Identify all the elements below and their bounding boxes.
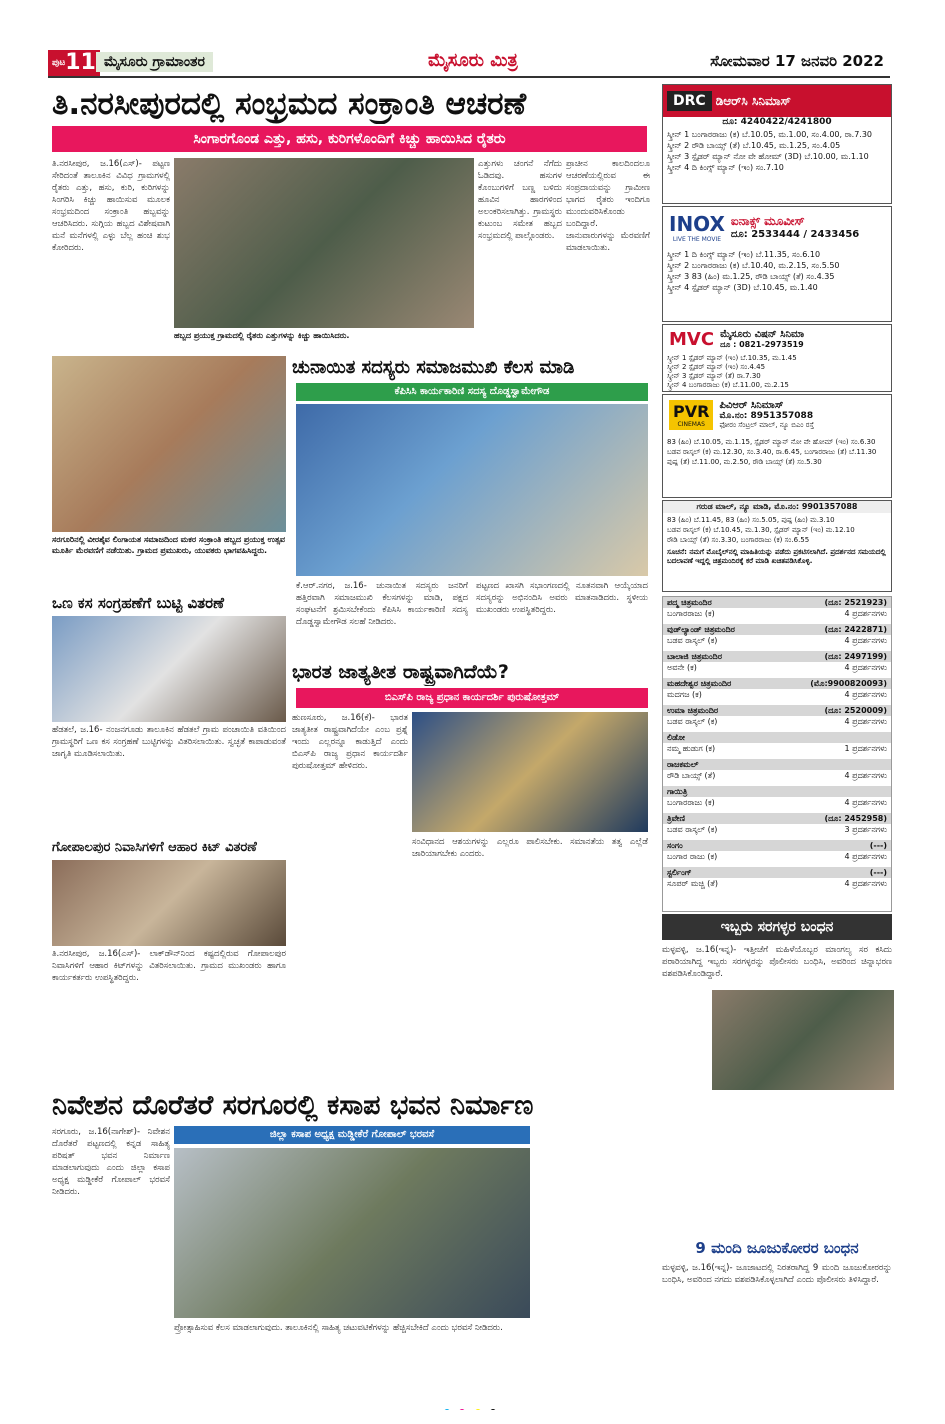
theatre-shows: 3 ಪ್ರದರ್ಶನಗಳು: [844, 825, 887, 834]
listing-row: ಸ್ಕ್ರೀನ್ 3 ಸ್ಪೈಡರ್ ಮ್ಯಾನ್ (ತೆ) ರಾ.7.30: [667, 372, 761, 380]
issue-date: ಸೋಮವಾರ 17 ಜನವರಿ 2022: [710, 52, 884, 70]
theatre-phone: (ದೂ: 2452958): [824, 814, 887, 823]
page-number: $^{ಪುಟ}$11: [48, 50, 100, 76]
pvr-logo: PVR CINEMAS: [669, 400, 713, 430]
listing-row: 83 (ಹಿಂ) ಬೆ.10.05, ಮ.1.15, ಸ್ಪೈಡರ್ ಮ್ಯಾನ್ ನೋ ವೇ ಹೋಮ್ (ಇಂ) ಸಂ.6.30: [667, 438, 876, 446]
theatre-film-row: [663, 716, 891, 727]
cinema-garuda: [662, 500, 892, 592]
story3-subhead: ಕೆಪಿಸಿಸಿ ಕಾರ್ಯಕಾರಿಣಿ ಸದಸ್ಯ ದೊಡ್ಡಸ್ವಾಮೇಗೌಡ: [296, 383, 648, 401]
mvc-logo: MVC: [669, 328, 715, 350]
bsp-meeting-photo: [412, 712, 648, 832]
theatre-name: ಮಹದೇಶ್ವರ ಚಿತ್ರಮಂದಿರ: [667, 679, 732, 688]
story1-text-c: ಪ್ರಾಚೀನ ಕಾಲದಿಂದಲೂ ಆಚರಣೆಯಲ್ಲಿರುವ ಈ ಸಂಪ್ರದಾಯವನ್ನು ಗ್ರಾಮೀಣ ಭಾಗದ ರೈತರು ಇಂದಿಗೂ ಮುಂದುವರಿಸಿಕೊಂಡು ಬಂದಿದ್ದಾರೆ. ಜಾನುವಾರುಗಳನ್ನು ಮೆರವಣಿಗೆ ಮಾಡಲಾಯಿತು.: [566, 159, 650, 253]
story7-text-b: ಪ್ರೋತ್ಸಾಹಿಸುವ ಕೆಲಸ ಮಾಡಲಾಗುವುದು. ತಾಲೂಕಿನಲ್ಲಿ ಸಾಹಿತ್ಯ ಚಟುವಟಿಕೆಗಳನ್ನು ಹೆಚ್ಚಿಸಬೇಕಿದೆ ಎಂದು ಭರವಸೆ ನೀಡಿದರು.: [174, 1323, 503, 1333]
theatre-film: ಬಂಗಾರ ರಾಜು (ಕ): [667, 852, 718, 861]
theatre-shows: 4 ಪ್ರದರ್ಶನಗಳು: [844, 636, 887, 645]
cyan-mark: [444, 1409, 450, 1410]
theatre-film: ಬಂಗಾರರಾಜು (ಕ): [667, 798, 715, 807]
story3-text-a: ಕೆ.ಆರ್.ನಗರ, ಜ.16- ಚುನಾಯಿತ ಸದಸ್ಯರು ಜನರಿಗೆ ಹತ್ತಿರವಾಗಿ ಸಮಾಜಮುಖಿ ಕೆಲಸಗಳನ್ನು ಮಾಡಿ, ಪಕ್ಷದ ಸಂಘಟನೆಗೆ ಶ್ರಮಿಸಬೇಕೆಂದು ಕೆಪಿಸಿಸಿ ಕಾರ್ಯಕಾರಿಣಿ ಸದಸ್ಯ ದೊಡ್ಡಸ್ವಾಮೇಗೌಡ ಸಲಹೆ ನೀಡಿದರು.: [296, 581, 468, 627]
theatre-film-row: [663, 608, 891, 619]
story3-text-b: ಪಟ್ಟಣದ ಖಾಸಗಿ ಸಭಾಂಗಣದಲ್ಲಿ ನೂತನವಾಗಿ ಆಯ್ಕೆಯಾದ ಸದಸ್ಯರನ್ನು ಅಭಿನಂದಿಸಿ ಅವರು ಮಾತನಾಡಿದರು. ಸ್ಥಳೀಯ ಮುಖಂಡರು ಉಪಸ್ಥಿತರಿದ್ದರು.: [476, 581, 648, 615]
yellow-mark: [475, 1409, 481, 1410]
listing-row: ಬಡವ ರಾಸ್ಕಲ್ (ಕ) ಮ.12.30, ಸಂ.3.40, ರಾ.6.45, ಬಂಗಾರರಾಜು (ತೆ) ಬೆ.11.30: [667, 448, 877, 456]
story1-caption: ಹಬ್ಬದ ಪ್ರಯುಕ್ತ ಗ್ರಾಮದಲ್ಲಿ ರೈತರು ಎತ್ತುಗಳನ್ನು ಕಿಚ್ಚು ಹಾಯಿಸಿದರು.: [174, 331, 350, 340]
theatre-phone: (---): [869, 868, 887, 877]
listing-row: ಸ್ಕ್ರೀನ್ 3 ಸ್ಪೈಡರ್ ಮ್ಯಾನ್ ನೋ ವೇ ಹೋಮ್ (3D) ಬೆ.10.00, ಮ.1.10: [667, 152, 869, 161]
theatre-name-row: [663, 867, 891, 878]
food-kit-photo: [52, 860, 286, 946]
listing-row: ಸ್ಕ್ರೀನ್ 4 ಸ್ಪೈಡರ್ ಮ್ಯಾನ್ (3D) ಬೆ.10.45, ಮ.1.40: [667, 283, 818, 292]
theatre-film: ಬಡವ ರಾಸ್ಕಲ್ (ಕ): [667, 717, 718, 726]
story6-text-a: ಹುಣಸೂರು, ಜ.16(ಕೆ)- ಭಾರತ ಜಾತ್ಯತೀತ ರಾಷ್ಟ್ರವಾಗಿದೆಯೇ ಎಂಬ ಪ್ರಶ್ನೆ ಇಂದು ಎಲ್ಲರನ್ನೂ ಕಾಡುತ್ತಿದೆ ಎಂದು ಬಿಎಸ್‌ಪಿ ರಾಜ್ಯ ಪ್ರಧಾನ ಕಾರ್ಯದರ್ಶಿ ಪುರುಷೋತ್ತಮ್ ಹೇಳಿದರು.: [292, 713, 408, 771]
story7-text-a: ಸರಗೂರು, ಜ.16(ನಾಗೇಶ್)- ನಿವೇಶನ ದೊರೆತರೆ ಪಟ್ಟಣದಲ್ಲಿ ಕನ್ನಡ ಸಾಹಿತ್ಯ ಪರಿಷತ್ ಭವನ ನಿರ್ಮಾಣ ಮಾಡಲಾಗುವುದು ಎಂದು ಜಿಲ್ಲಾ ಕಸಾಪ ಅಧ್ಯಕ್ಷ ಮಡ್ಡೀಕೆರೆ ಗೋಪಾಲ್ ಭರವಸೆ ನೀಡಿದರು.: [52, 1127, 170, 1197]
theatre-name-row: [663, 678, 891, 689]
theatre-phone: (ದೂ: 2520009): [824, 706, 887, 715]
theatre-film: ಬಂಗಾರರಾಜು (ಕ): [667, 609, 715, 618]
story8-text: ಮಳ್ಳವಳ್ಳಿ, ಜ.16(ಇನ್ನ)- ಇತ್ತೀಚೆಗೆ ಮಹಿಳೆಯೊಬ್ಬರ ಮಾಂಗಲ್ಯ ಸರ ಕಸಿದು ಪರಾರಿಯಾಗಿದ್ದ ಇಬ್ಬರು ಸರಗಳ್ಳರನ್ನು ಪೊಲೀಸರು ಬಂಧಿಸಿ, ಅವರಿಂದ ಚಿನ್ನಾಭರಣ ವಶಪಡಿಸಿಕೊಂಡಿದ್ದಾರೆ.: [662, 945, 892, 979]
theatre-name-row: [663, 840, 891, 851]
theatre-shows: 4 ಪ್ರದರ್ಶನಗಳು: [844, 879, 887, 888]
listing-row: ಪುಷ್ಪ (ತೆ) ಬೆ.11.00, ಮ.2.50, ರೌಡಿ ಬಾಯ್ಸ್ (ತೆ) ಸಂ.5.30: [667, 458, 822, 466]
listing-row: ಸ್ಕ್ರೀನ್ 1 ಸ್ಪೈಡರ್ ಮ್ಯಾನ್ (ಇಂ) ಬೆ.10.35, ಮ.1.45: [667, 354, 797, 362]
cinema-mvc-phone: ದೂ : 0821-2973519: [720, 339, 804, 349]
cinema-mvc: [662, 324, 892, 392]
procession-photo: [52, 356, 286, 532]
story6-subhead: ಬಿಎಸ್‌ಪಿ ರಾಜ್ಯ ಪ್ರಧಾನ ಕಾರ್ಯದರ್ಶಿ ಪುರುಷೋತ್ತಮ್: [296, 688, 648, 708]
dustbin-distribution-photo: [52, 616, 286, 722]
theatre-name: ಉಮಾ ಚಿತ್ರಮಂದಿರ: [667, 706, 719, 715]
theatre-name: ವುಡ್‌ಲ್ಯಾಂಡ್ ಚಿತ್ರಮಂದಿರ: [667, 625, 735, 634]
cinema-pvr-name: ಪಿವಿಆರ್ ಸಿನಿಮಾಸ್: [719, 400, 784, 411]
theatre-name: ತ್ರಿವೇಣಿ: [667, 814, 685, 823]
story3-headline: ಚುನಾಯಿತ ಸದಸ್ಯರು ಸಮಾಜಮುಖಿ ಕೆಲಸ ಮಾಡಿ: [292, 357, 575, 378]
listing-row: ಸ್ಕ್ರೀನ್ 2 ರೌಡಿ ಬಾಯ್ಸ್ (ತೆ) ಬೆ.10.45, ಮ.1.25, ಸಂ.4.05: [667, 141, 841, 150]
story5-headline: ಗೋಪಾಲಪುರ ನಿವಾಸಿಗಳಿಗೆ ಆಹಾರ ಕಿಟ್ ವಿತರಣೆ: [52, 840, 257, 855]
theatre-phone: (ಮೊ:9900820093): [810, 679, 887, 688]
masthead: ಮೈಸೂರು ಮಿತ್ರ: [428, 50, 518, 71]
theatre-shows: 4 ಪ್ರದರ್ಶನಗಳು: [844, 798, 887, 807]
cinema-drc-listings: [663, 127, 891, 175]
theatre-name-row: [663, 813, 891, 824]
theatre-name: ಸ್ಟರ್ಲಿಂಗ್: [667, 868, 692, 877]
listing-row: ಸ್ಕ್ರೀನ್ 3 83 (ಹಿಂ) ಮ.1.25, ರೌಡಿ ಬಾಯ್ಸ್ (ತೆ) ಸಂ.4.35: [667, 272, 835, 281]
story1-text-b: ಎತ್ತುಗಳು ಚಂಗನೆ ನೆಗೆದು ಓಡಿದವು. ಹಸುಗಳ ಕೊಂಬುಗಳಿಗೆ ಬಣ್ಣ ಬಳಿದು ಹೂವಿನ ಹಾರಗಳಿಂದ ಅಲಂಕರಿಸಲಾಗಿತ್ತು. ಗ್ರಾಮಸ್ಥರು ಕುಟುಂಬ ಸಮೇತ ಹಬ್ಬದ ಸಂಭ್ರಮದಲ್ಲಿ ಪಾಲ್ಗೊಂಡರು.: [478, 159, 562, 241]
theatre-name: ಗಾಯಿತ್ರಿ: [667, 787, 688, 796]
theatre-name-row: [663, 759, 891, 770]
theatre-shows: 4 ಪ್ರದರ್ಶನಗಳು: [844, 609, 887, 618]
cinema-pvr-phone: ಮೊ.ನಂ: 8951357088: [719, 411, 814, 421]
theatre-film: ಬಡವ ರಾಸ್ಕಲ್ (ಕ): [667, 636, 718, 645]
theatre-name: ಸಂಗಂ: [667, 841, 683, 850]
theatre-list: [662, 596, 892, 912]
inox-logo: INOX LIVE THE MOVIE: [669, 211, 725, 243]
theatre-film-row: [663, 797, 891, 808]
listing-row: 83 (ಹಿಂ) ಬೆ.11.45, 83 (ಹಿಂ) ಸಂ.5.05, ಪುಷ್ಪ (ಹಿಂ) ಮ.3.10: [667, 516, 835, 524]
cinema-mvc-listings: [663, 353, 891, 391]
listing-row: ಬಡವ ರಾಸ್ಕಲ್ (ಕ) ಬೆ.10.45, ಮ.1.30, ಸ್ಪೈಡರ್ ಮ್ಯಾನ್ (ಇಂ) ಮ.12.10: [667, 526, 855, 534]
cinema-inox-name: ಐನಾಕ್ಸ್ ಮೂವೀಸ್: [730, 214, 805, 228]
theatre-film-row: [663, 743, 891, 754]
story9-text: ಮಳ್ಳವಳ್ಳಿ, ಜ.16(ಇನ್ನ)- ಜೂಜಾಟದಲ್ಲಿ ನಿರತರಾಗಿದ್ದ 9 ಮಂದಿ ಜೂಜುಕೋರರನ್ನು ಬಂಧಿಸಿ, ಅವರಿಂದ ನಗದು ವಶಪಡಿಸಿಕೊಳ್ಳಲಾಗಿದೆ ಎಂದು ಪೊಲೀಸರು ತಿಳಿಸಿದ್ದಾರೆ.: [662, 1263, 892, 1285]
theatre-shows: 4 ಪ್ರದರ್ಶನಗಳು: [844, 717, 887, 726]
theatre-film-row: [663, 770, 891, 781]
black-mark: [490, 1409, 496, 1410]
felicitation-photo: [296, 404, 648, 576]
theatre-name-row: [663, 651, 891, 662]
cinema-inox-phone: ದೂ: 2533444 / 2433456: [730, 229, 860, 240]
cinema-pvr: [662, 394, 892, 498]
kasapa-photo: [174, 1148, 530, 1318]
listing-row: ರೌಡಿ ಬಾಯ್ಸ್ (ತೆ) ಸಂ.3.30, ಬಂಗಾರರಾಜು (ಕ) ಸಂ.6.55: [667, 536, 810, 544]
cinema-pvr-listings: [663, 435, 891, 469]
garuda-note: ಸೂಚನೆ: ನಮಗೆ ಮೊಬೈಲ್‌ನಲ್ಲಿ ಮಾಹಿತಿಯನ್ನು ಪಡೆದು ಪ್ರಕಟಿಸಲಾಗಿದೆ. ಪ್ರದರ್ಶನದ ಸಮಯದಲ್ಲಿ ಬದಲಾವಣೆ ಇದ್ದಲ್ಲಿ ಚಿತ್ರಮಂದಿರಕ್ಕೆ ಕರೆ ಮಾಡಿ ಖಚಿತಪಡಿಸಿಕೊಳ್ಳಿ.: [667, 548, 886, 565]
story1-headline: ತಿ.ನರಸೀಪುರದಲ್ಲಿ ಸಂಭ್ರಮದ ಸಂಕ್ರಾಂತಿ ಆಚರಣೆ: [52, 86, 527, 122]
listing-row: ಸ್ಕ್ರೀನ್ 2 ಬಂಗಾರರಾಜು (ಕ) ಬೆ.10.40, ಮ.2.15, ಸಂ.5.50: [667, 261, 840, 270]
theatre-film-row: [663, 851, 891, 862]
theatre-shows: 4 ಪ್ರದರ್ಶನಗಳು: [844, 771, 887, 780]
story9-headline: 9 ಮಂದಿ ಜೂಜುಕೋರರ ಬಂಧನ: [695, 1239, 859, 1257]
listing-row: ಸ್ಕ್ರೀನ್ 4 ಬಂಗಾರರಾಜು (ಕ) ಬೆ.11.00, ಮ.2.15: [667, 381, 789, 389]
theatre-film: ಬಡವ ರಾಸ್ಕಲ್ (ಕ): [667, 825, 718, 834]
theatre-name-row: [663, 705, 891, 716]
cinema-inox: [662, 206, 892, 322]
story8-headline: ಇಬ್ಬರು ಸರಗಳ್ಳರ ಬಂಧನ: [662, 914, 892, 940]
theatre-film-row: [663, 662, 891, 673]
theatre-name: ಪದ್ಮ ಚಿತ್ರಮಂದಿರ: [667, 598, 712, 607]
cinema-inox-listings: [663, 247, 891, 295]
theatre-name: ಬಾಲಾಜಿ ಚಿತ್ರಮಂದಿರ: [667, 652, 722, 661]
theatre-film-row: [663, 824, 891, 835]
story7-headline: ನಿವೇಶನ ದೊರೆತರೆ ಸರಗೂರಲ್ಲಿ ಕಸಾಪ ಭವನ ನಿರ್ಮಾಣ: [52, 1090, 534, 1121]
theatre-name: ರಾಜಕಮಲ್: [667, 760, 699, 769]
story6-headline: ಭಾರತ ಜಾತ್ಯತೀತ ರಾಷ್ಟ್ರವಾಗಿದೆಯೆ?: [292, 661, 509, 683]
registration-marks: [430, 1400, 510, 1410]
theatre-name-row: [663, 786, 891, 797]
theatre-name-row: [663, 597, 891, 608]
drc-logo: DRC: [667, 91, 712, 111]
theatre-name-row: [663, 732, 891, 743]
listing-row: ಸ್ಕ್ರೀನ್ 4 ದಿ ಕಿಂಗ್ಸ್ ಮ್ಯಾನ್ (ಇಂ) ಸಂ.7.10: [667, 163, 784, 172]
theatre-shows: 4 ಪ್ರದರ್ಶನಗಳು: [844, 663, 887, 672]
magenta-mark: [459, 1409, 465, 1410]
bull-fire-photo: [174, 158, 474, 328]
cinema-pvr-address: ಫೋರಂ ಸೆಂಟ್ರಲ್ ಮಾಲ್, ನ್ಯೂ ಬಿಎಂ ರಸ್ತೆ: [719, 421, 815, 429]
theatre-phone: (ದೂ: 2521923): [824, 598, 887, 607]
theatre-name: ಲಿಡೋ: [667, 733, 685, 742]
theatre-film-row: [663, 878, 891, 889]
garuda-listings: [663, 513, 891, 547]
story1-subhead: ಸಿಂಗಾರಗೊಂಡ ಎತ್ತು, ಹಸು, ಕುರಿಗಳೊಂದಿಗೆ ಕಿಚ್ಚು ಹಾಯಿಸಿದ ರೈತರು: [52, 126, 647, 152]
theatre-shows: 4 ಪ್ರದರ್ಶನಗಳು: [844, 690, 887, 699]
section-name: ಮೈಸೂರು ಗ್ರಾಮಾಂತರ: [96, 52, 213, 72]
story4-headline: ಒಣ ಕಸ ಸಂಗ್ರಹಣೆಗೆ ಬುಟ್ಟಿ ವಿತರಣೆ: [52, 594, 224, 612]
theatre-shows: 4 ಪ್ರದರ್ಶನಗಳು: [844, 852, 887, 861]
story7-subhead: ಜಿಲ್ಲಾ ಕಸಾಪ ಅಧ್ಯಕ್ಷ ಮಡ್ಡೀಕೆರೆ ಗೋಪಾಲ್ ಭರವಸೆ: [174, 1126, 530, 1144]
story1-text-a: ತಿ.ನರಸೀಪುರ, ಜ.16(ಎಸ್)- ಪಟ್ಟಣ ಸೇರಿದಂತೆ ತಾಲೂಕಿನ ವಿವಿಧ ಗ್ರಾಮಗಳಲ್ಲಿ ರೈತರು ಎತ್ತು, ಹಸು, ಕುರಿ, ಕುರಿಗಳನ್ನು ಸಿಂಗರಿಸಿ ಕಿಚ್ಚು ಹಾಯಿಸುವ ಮೂಲಕ ಸಂಭ್ರಮದಿಂದ ಸಂಕ್ರಾಂತಿ ಹಬ್ಬವನ್ನು ಆಚರಿಸಿದರು. ಸುಗ್ಗಿಯ ಹಬ್ಬದ ವಿಶೇಷವಾಗಿ ಮನೆ ಮನೆಗಳಲ್ಲಿ ಎಳ್ಳು ಬೆಲ್ಲ ಹಂಚಿ ಶುಭ ಕೋರಿದರು.: [52, 159, 170, 253]
theatre-phone: (ದೂ: 2497199): [824, 652, 887, 661]
cinema-drc-name: ಡಿಆರ್‌ಸಿ ಸಿನಿಮಾಸ್: [715, 93, 791, 108]
cinema-drc-phone: ದೂ: 4240422/4241800: [722, 117, 832, 127]
theatre-film-row: [663, 689, 891, 700]
cinema-drc: [662, 84, 892, 204]
theatre-film: ನಮ್ಮ ಹುಡುಗ (ಕ): [667, 744, 716, 753]
story5-text: ತಿ.ನರಸೀಪುರ, ಜ.16(ಎಸ್)- ಲಾಕ್‌ಡೌನ್‌ನಿಂದ ಕಷ್ಟದಲ್ಲಿರುವ ಗೋಪಾಲಪುರ ನಿವಾಸಿಗಳಿಗೆ ಆಹಾರ ಕಿಟ್‌ಗಳನ್ನು ವಿತರಿಸಲಾಯಿತು. ಗ್ರಾಮದ ಮುಖಂಡರು ಹಾಗೂ ಕಾರ್ಯಕರ್ತರು ಉಪಸ್ಥಿತರಿದ್ದರು.: [52, 949, 286, 983]
story4-text: ಹೆಡತಲೆ, ಜ.16- ನಂಜನಗೂಡು ತಾಲೂಕಿನ ಹೆಡತಲೆ ಗ್ರಾಮ ಪಂಚಾಯಿತಿ ವತಿಯಿಂದ ಗ್ರಾಮಸ್ಥರಿಗೆ ಒಣ ಕಸ ಸಂಗ್ರಹಣೆ ಬುಟ್ಟಿಗಳನ್ನು ವಿತರಿಸಲಾಯಿತು. ಸ್ವಚ್ಛತೆ ಕಾಪಾಡುವಂತೆ ಜಾಗೃತಿ ಮೂಡಿಸಲಾಯಿತು.: [52, 725, 286, 759]
theatre-film: ರೌಡಿ ಬಾಯ್ಸ್ (ತೆ): [667, 771, 716, 780]
arrest-photo: [712, 990, 894, 1090]
theatre-film: ಮದಗಜ (ಕ): [667, 690, 702, 699]
garuda-title: ಗರುಡ ಮಾಲ್, ನ್ಯೂ ಮಾಡಿ, ಮೊ.ನಂ: 9901357088: [663, 501, 891, 513]
page-header: [48, 48, 890, 78]
theatre-phone: (ದೂ: 2422871): [824, 625, 887, 634]
listing-row: ಸ್ಕ್ರೀನ್ 1 ದಿ ಕಿಂಗ್ಸ್ ಮ್ಯಾನ್ (ಇಂ) ಬೆ.11.35, ಸಂ.6.10: [667, 250, 821, 259]
theatre-name-row: [663, 624, 891, 635]
theatre-film-row: [663, 635, 891, 646]
theatre-film: ಅವನೇ (ಕ): [667, 663, 697, 672]
cinema-mvc-name: ಮೈಸೂರು ವಿಷನ್ ಸಿನಿಮಾ: [720, 328, 805, 340]
theatre-phone: (---): [869, 841, 887, 850]
listing-row: ಸ್ಕ್ರೀನ್ 2 ಸ್ಪೈಡರ್ ಮ್ಯಾನ್ (ಇಂ) ಸಂ.4.45: [667, 363, 766, 371]
story6-text-b: ಸಂವಿಧಾನದ ಆಶಯಗಳನ್ನು ಎಲ್ಲರೂ ಪಾಲಿಸಬೇಕು. ಸಮಾನತೆಯ ತತ್ವ ಎಲ್ಲೆಡೆ ಜಾರಿಯಾಗಬೇಕು ಎಂದರು.: [412, 837, 648, 859]
theatre-film: ಸೂಪರ್ ಮಚ್ಚಿ (ತೆ): [667, 879, 718, 888]
listing-row: ಸ್ಕ್ರೀನ್ 1 ಬಂಗಾರರಾಜು (ಕ) ಬೆ.10.05, ಮ.1.00, ಸಂ.4.00, ರಾ.7.30: [667, 130, 873, 139]
story2-caption: ಸರಗೂರಿನಲ್ಲಿ ವೀರಶೈವ ಲಿಂಗಾಯತ ಸಮಾಜದಿಂದ ಮಕರ ಸಂಕ್ರಾಂತಿ ಹಬ್ಬದ ಪ್ರಯುಕ್ತ ಉತ್ಸವ ಮೂರ್ತಿ ಮೆರವಣಿಗೆ ನಡೆಯಿತು. ಗ್ರಾಮದ ಪ್ರಮುಖರು, ಯುವಕರು ಭಾಗವಹಿಸಿದ್ದರು.: [52, 535, 286, 555]
theatre-shows: 1 ಪ್ರದರ್ಶನಗಳು: [844, 744, 887, 753]
